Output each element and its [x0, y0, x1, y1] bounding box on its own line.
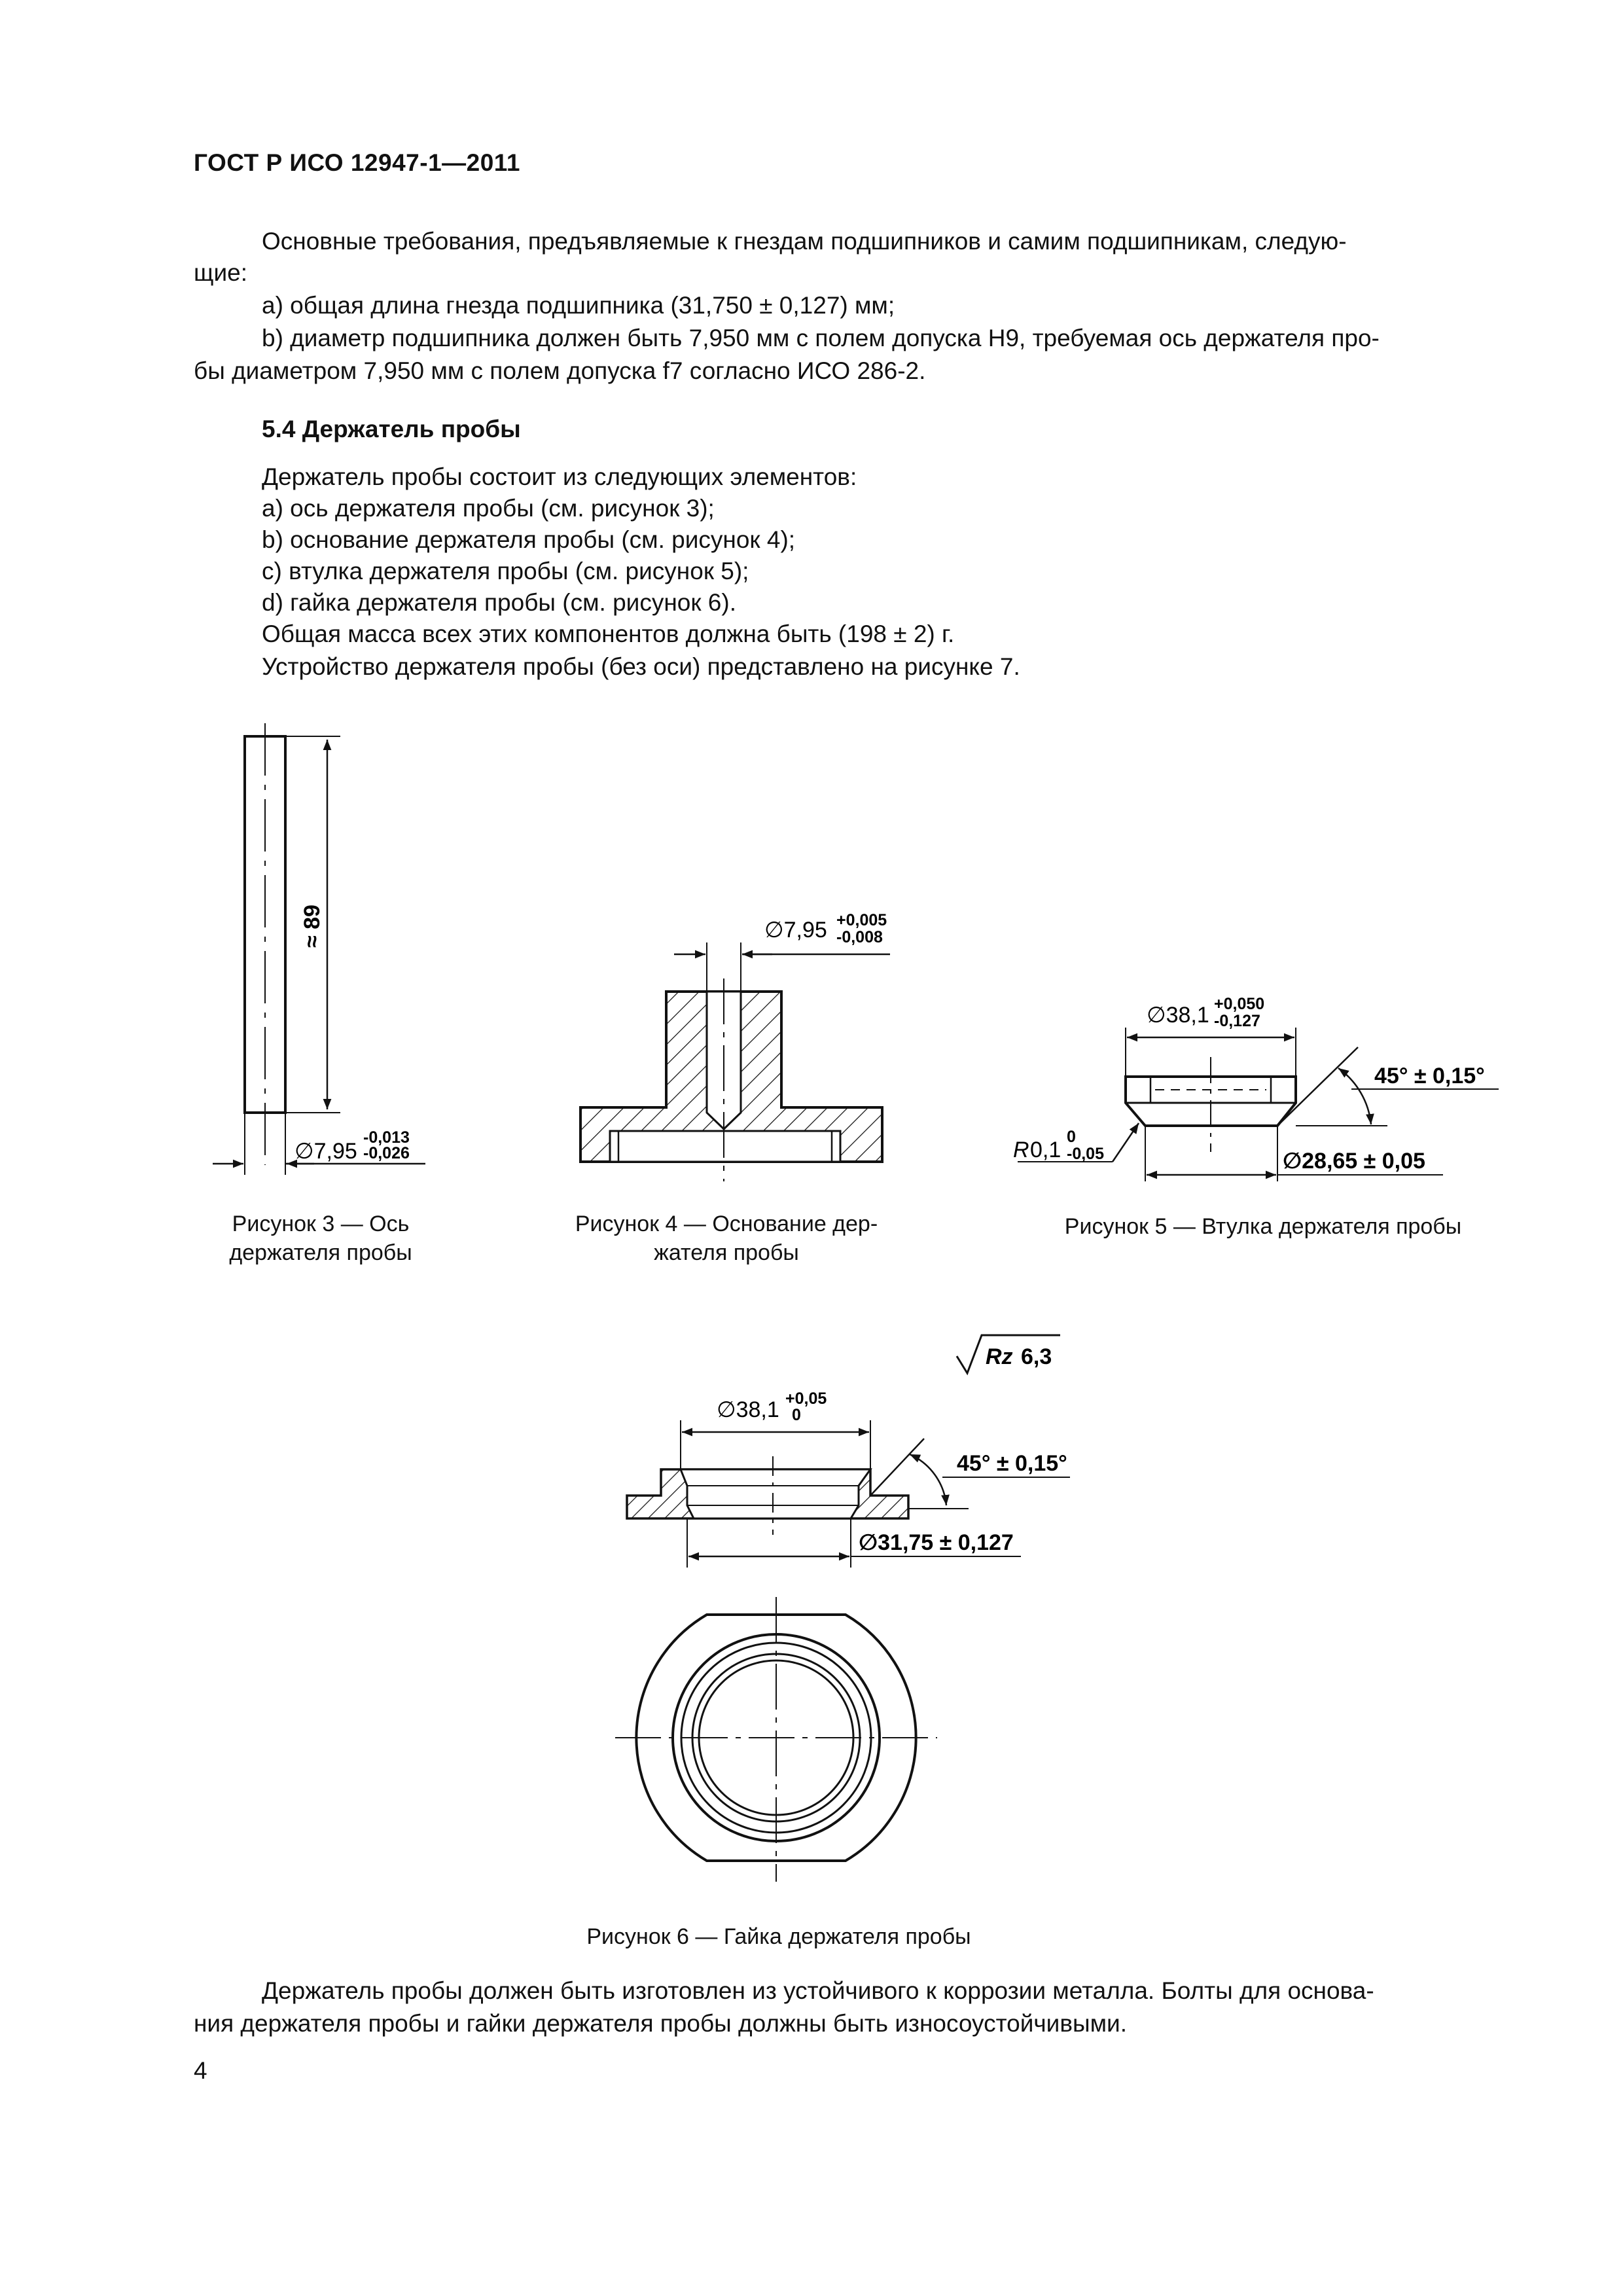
fig6-angle-label: 45° ± 0,15°: [957, 1451, 1067, 1476]
fig6-tol-upper: +0,05: [785, 1390, 827, 1408]
section-line-3: c) втулка держателя пробы (см. рисунок 5);: [262, 558, 749, 584]
fig6-dia-label: ∅38,1: [717, 1397, 779, 1422]
fig6-caption: Рисунок 6 — Гайка держателя пробы: [586, 1924, 971, 1949]
fig5-radius-label: 0,1: [1030, 1138, 1061, 1162]
intro-item-b-line-1: b) диаметр подшипника должен быть 7,950 мм с полем допуска H9, требуемая ось держателя про-: [262, 325, 1380, 351]
fig5-radius-upper: 0: [1067, 1128, 1076, 1146]
outro-line-1: Держатель пробы должен быть изготовлен из устойчивого к коррозии металла. Болты для основа-: [262, 1977, 1374, 2004]
fig3-dia-label: ∅7,95: [294, 1139, 357, 1164]
roughness-symbol: [957, 1335, 1060, 1373]
fig4-base-drawing: [580, 911, 890, 1181]
fig3-caption-line-2: держателя пробы: [229, 1240, 412, 1265]
intro-item-a: a) общая длина гнезда подшипника (31,750 ± 0,127) мм;: [262, 292, 895, 319]
fig4-caption: [563, 1210, 890, 1267]
intro-line-2: щие:: [194, 259, 247, 286]
fig3-caption: [190, 1210, 452, 1267]
fig3-axis-drawing: [213, 723, 425, 1175]
fig6-section-view: [627, 1390, 1070, 1568]
fig4-caption-line-2: жателя пробы: [654, 1240, 799, 1265]
fig6-roughness-r: Rz: [986, 1344, 1013, 1369]
intro-item-b-line-2: бы диаметром 7,950 мм с полем допуска f7 согласно ИСО 286-2.: [194, 357, 926, 384]
fig6-nut-drawing: [0, 1322, 1623, 1937]
section-line-5: Общая масса всех этих компонентов должна быть (198 ± 2) г.: [262, 620, 955, 647]
fig6-roughness-value: 6,3: [1021, 1344, 1052, 1369]
fig3-tol-upper: -0,013: [363, 1128, 410, 1147]
fig3-tol-lower: -0,026: [363, 1144, 410, 1162]
fig6-plan-view: [615, 1597, 937, 1882]
fig5-tol-upper: +0,050: [1214, 995, 1265, 1013]
fig5-radius-lower: -0,05: [1067, 1145, 1104, 1163]
page-number: 4: [194, 2057, 207, 2084]
fig5-dia-label: ∅38,1: [1147, 1003, 1209, 1028]
fig3-length-label: ≈ 89: [300, 905, 325, 948]
fig5-caption: Рисунок 5 — Втулка держателя пробы: [1064, 1214, 1462, 1239]
figures-3-4-5-drawing: [0, 707, 1623, 1230]
fig3-caption-line-1: Рисунок 3 — Ось: [232, 1211, 410, 1236]
intro-line-1: Основные требования, предъявляемые к гнездам подшипников и самим подшипникам, следую-: [262, 228, 1347, 255]
document-header: ГОСТ Р ИСО 12947-1—2011: [194, 149, 520, 176]
fig6-dia2-label: ∅31,75 ± 0,127: [859, 1530, 1014, 1555]
fig5-angle-label: 45° ± 0,15°: [1374, 1064, 1485, 1088]
section-heading: 5.4 Держатель пробы: [262, 416, 521, 442]
section-line-2: b) основание держателя пробы (см. рисунок 4);: [262, 526, 796, 553]
fig5-bushing-drawing: [1013, 995, 1499, 1181]
fig5-radius-r: R: [1013, 1138, 1029, 1162]
fig4-tol-upper: +0,005: [836, 911, 887, 929]
outro-line-2: ния держателя пробы и гайки держателя пробы должны быть износоустойчивыми.: [194, 2010, 1127, 2037]
section-line-0: Держатель пробы состоит из следующих элементов:: [262, 463, 857, 490]
fig5-tol-lower: -0,127: [1214, 1012, 1260, 1030]
section-line-6: Устройство держателя пробы (без оси) представлено на рисунке 7.: [262, 653, 1020, 680]
fig5-dia2-label: ∅28,65 ± 0,05: [1283, 1149, 1425, 1174]
fig4-caption-line-1: Рисунок 4 — Основание дер-: [575, 1211, 878, 1236]
section-line-4: d) гайка держателя пробы (см. рисунок 6).: [262, 589, 736, 616]
fig4-tol-lower: -0,008: [836, 928, 883, 946]
section-line-1: a) ось держателя пробы (см. рисунок 3);: [262, 495, 715, 522]
fig6-tol-lower: 0: [792, 1406, 801, 1424]
fig4-dia-label: ∅7,95: [764, 918, 827, 942]
